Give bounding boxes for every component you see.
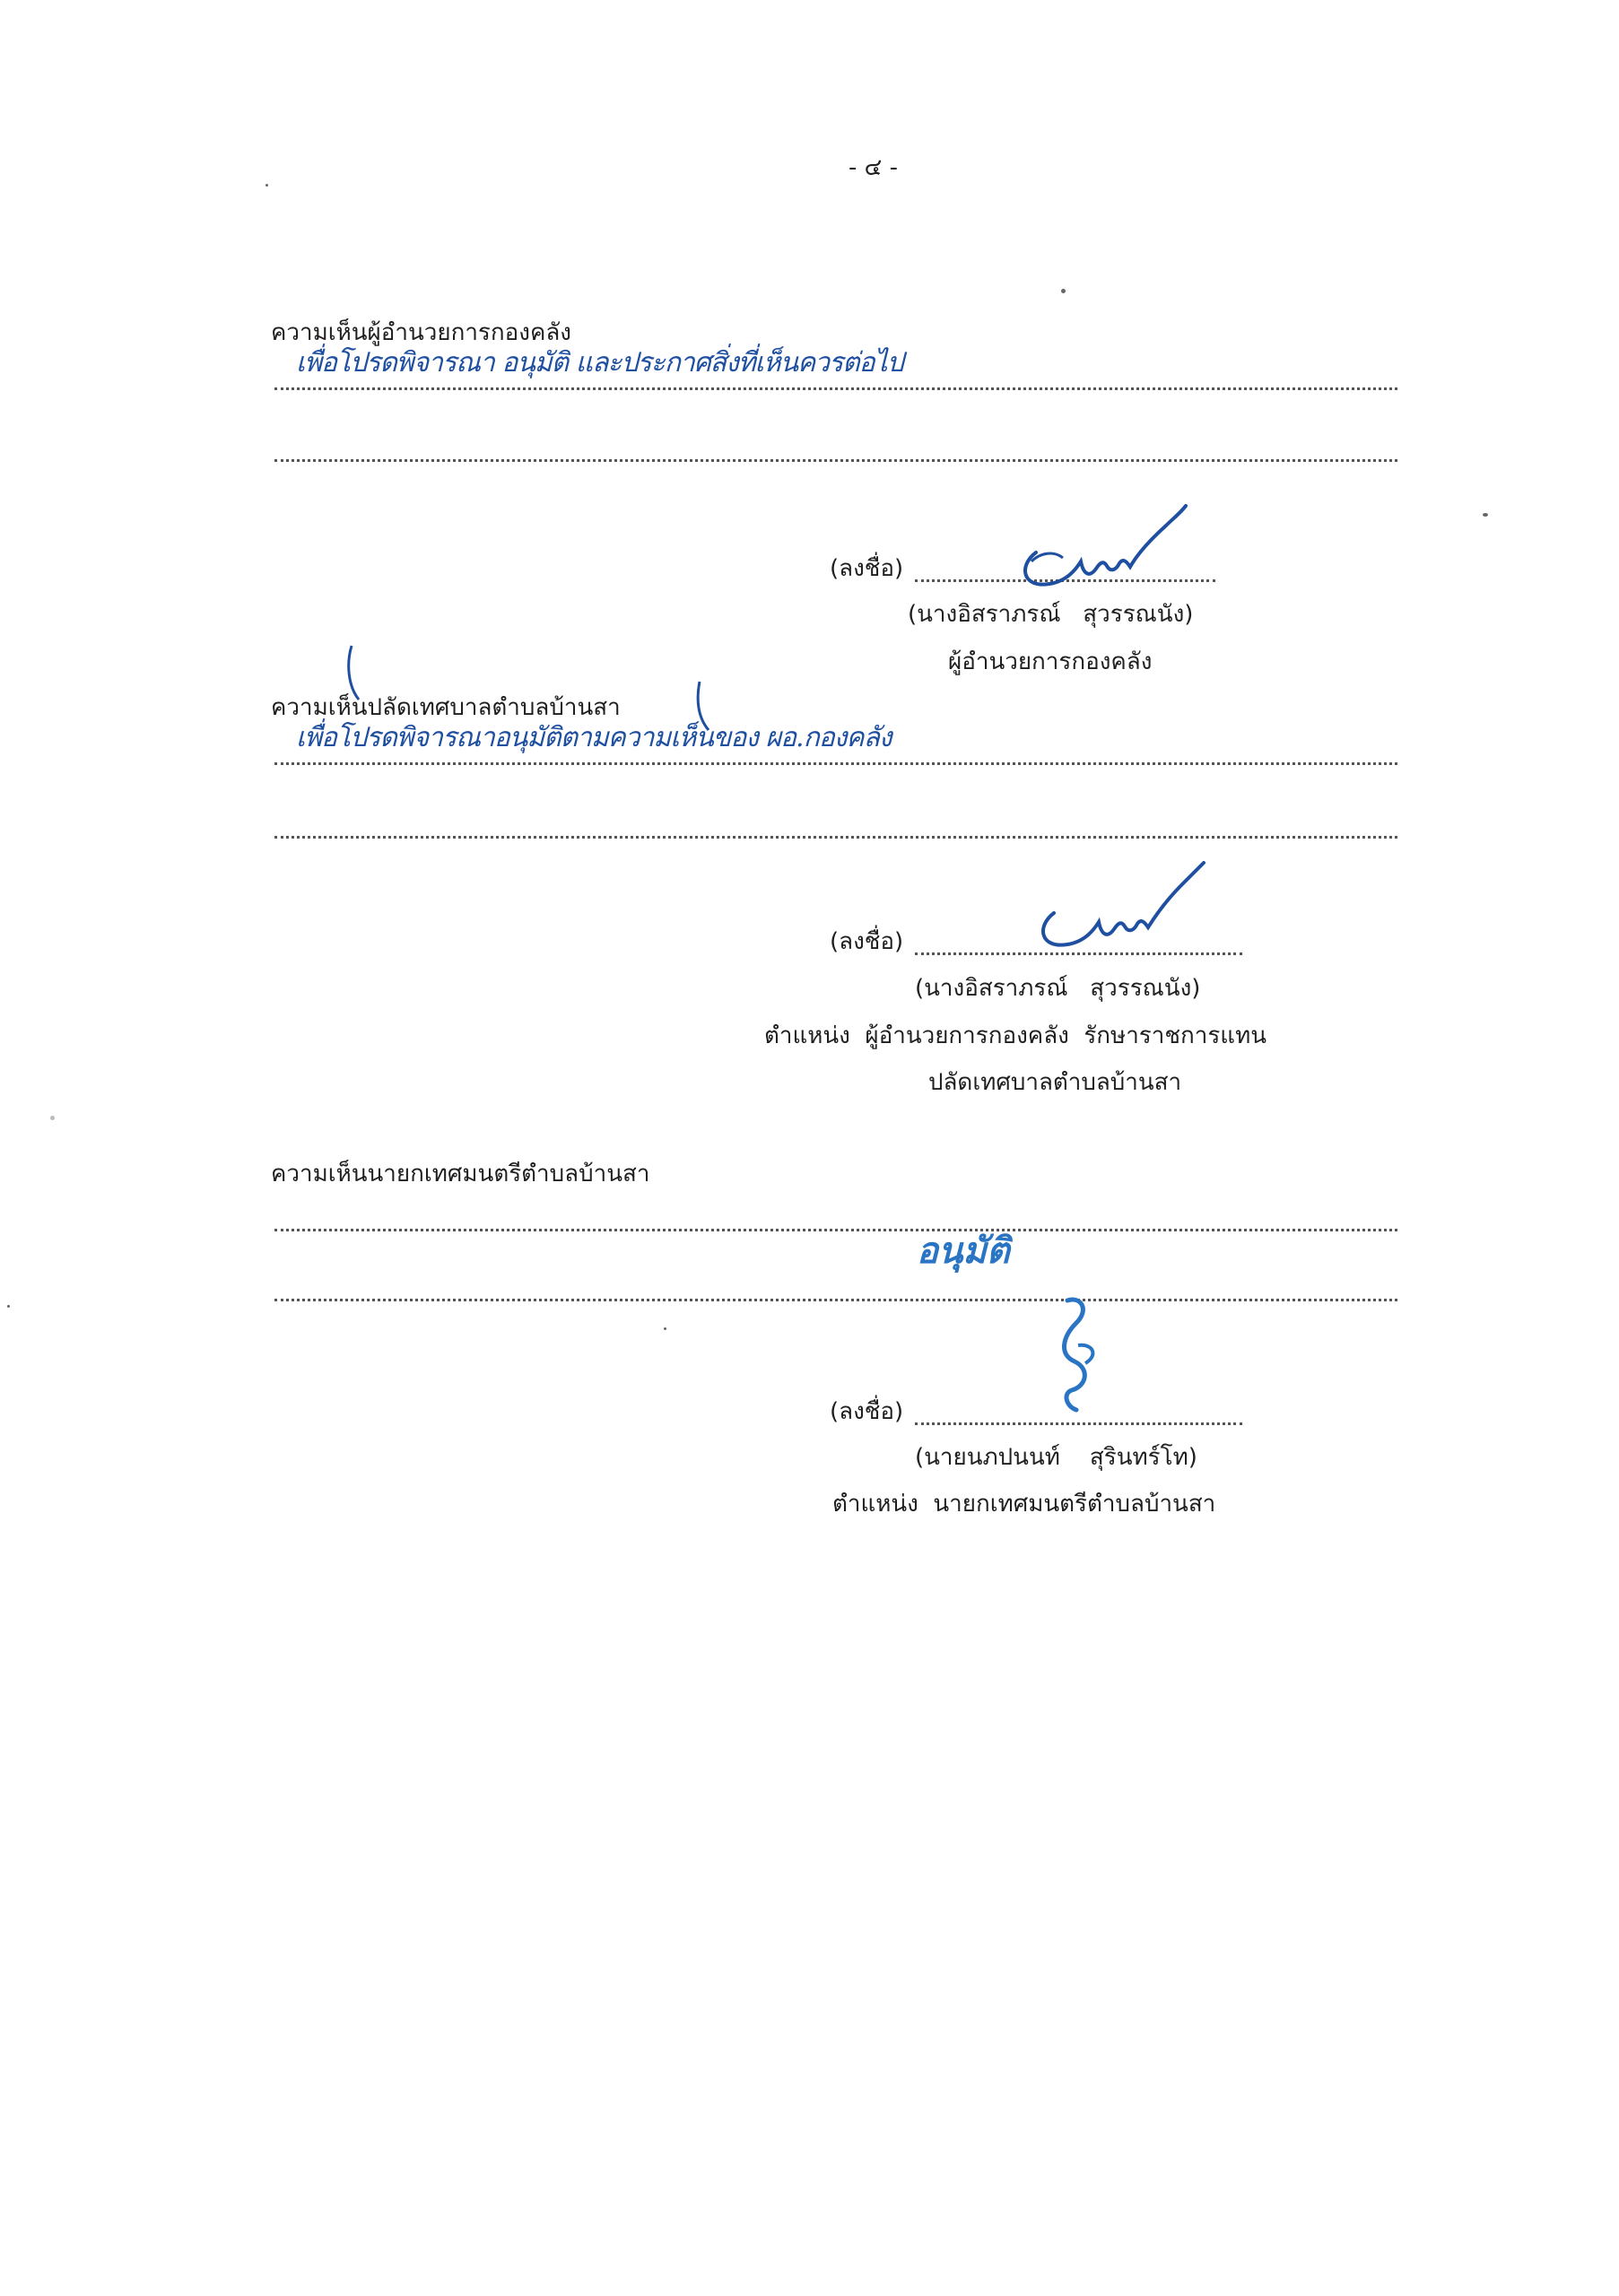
section-2-signer-name: (นางอิสราภรณ์ สุวรรณนัง) [915, 975, 1201, 1002]
section-1-comment-line-1 [274, 387, 1397, 390]
section-3-signer-position: ตำแหน่ง นายกเทศมนตรีตำบลบ้านสา [832, 1491, 1216, 1518]
section-3-heading: ความเห็นนายกเทศมนตรีตำบลบ้านสา [271, 1161, 650, 1187]
section-2-signer-position-line-2: ปลัดเทศบาลตำบลบ้านสา [928, 1069, 1182, 1096]
section-2-pen-stroke [341, 637, 718, 744]
section-1-comment-line-2 [274, 459, 1397, 462]
section-2-comment-line-1 [274, 762, 1397, 765]
scan-speck [265, 184, 268, 187]
scan-speck [664, 1327, 666, 1330]
scan-speck [1483, 513, 1488, 517]
section-3-comment-line-1 [274, 1229, 1397, 1231]
section-3-signature-line [915, 1422, 1242, 1425]
page-number: - ๔ - [849, 154, 898, 181]
section-3-signer-name: (นายนภปนนท์ สุรินทร์โท) [915, 1444, 1197, 1471]
section-3-comment-line-2 [274, 1299, 1397, 1301]
scan-speck [7, 1305, 10, 1308]
section-2-handwritten-comment: เพื่อโปรดพิจารณาอนุมัติตามความเห็นของ ผอ.กองคลัง [296, 722, 892, 753]
section-2-signer-position-line-1: ตำแหน่ง ผู้อำนวยการกองคลัง รักษาราชการแทน [764, 1022, 1266, 1049]
section-1-signature-label: (ลงชื่อ) [830, 555, 904, 582]
section-1-heading: ความเห็นผู้อำนวยการกองคลัง [271, 319, 571, 346]
section-2-heading: ความเห็นปลัดเทศบาลตำบลบ้านสา [271, 694, 621, 721]
scan-speck [50, 1116, 55, 1120]
section-3-signature [1040, 1292, 1112, 1417]
section-1-signature [1014, 499, 1193, 597]
section-1-signer-position: ผู้อำนวยการกองคลัง [948, 648, 1153, 675]
section-2-signature [1031, 857, 1211, 956]
section-2-signature-label: (ลงชื่อ) [830, 928, 904, 955]
section-2-comment-line-2 [274, 836, 1397, 839]
section-1-signer-name: (นางอิสราภรณ์ สุวรรณนัง) [908, 601, 1194, 628]
section-3-handwritten-comment: อนุมัติ [917, 1230, 1010, 1272]
section-3-signature-label: (ลงชื่อ) [830, 1398, 904, 1425]
scan-speck [1061, 289, 1066, 293]
section-1-handwritten-comment: เพื่อโปรดพิจารณา อนุมัติ และประกาศสิ่งที่เห็นควรต่อไป [296, 347, 903, 378]
